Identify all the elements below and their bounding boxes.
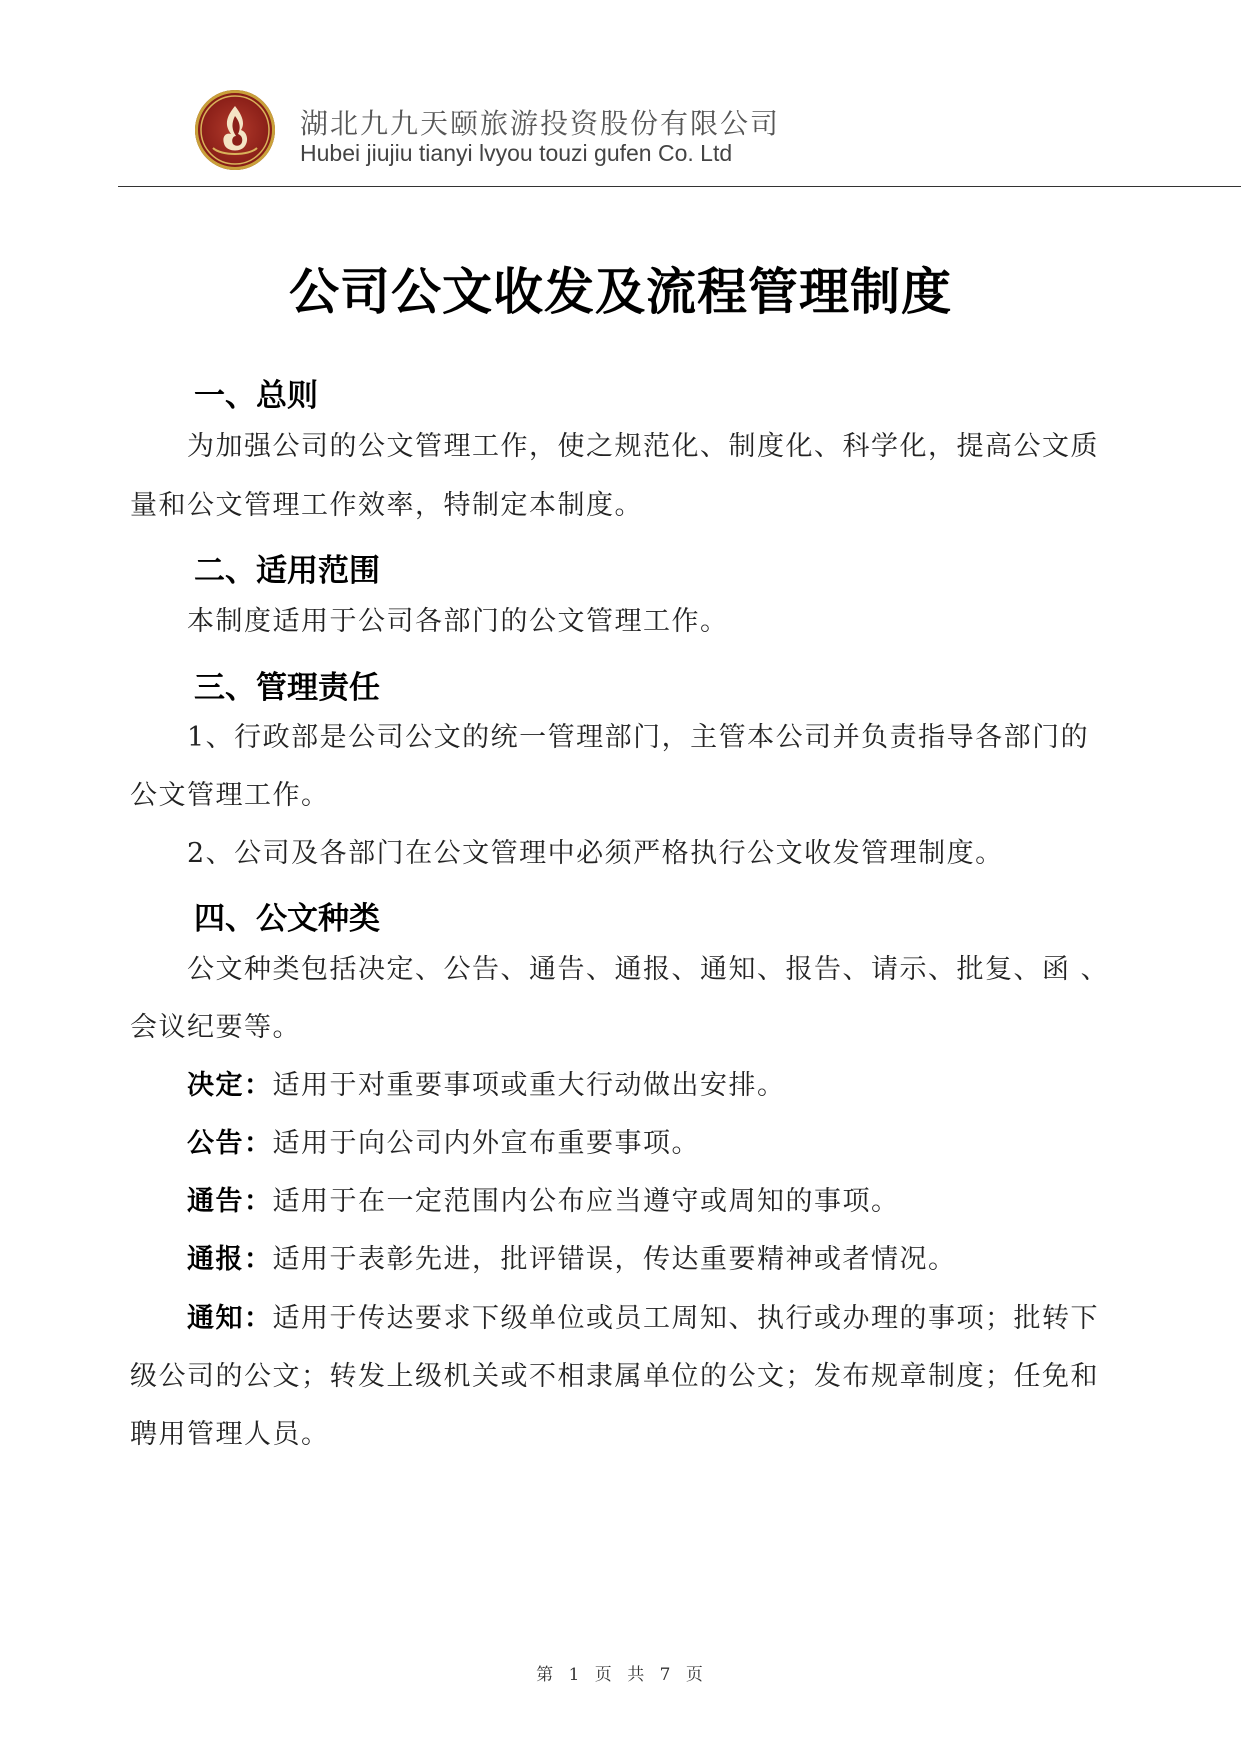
list-item-line: 公文管理工作。 [130, 780, 330, 811]
header-divider [118, 186, 1241, 187]
paragraph-line: 本制度适用于公司各部门的公文管理工作。 [187, 606, 729, 637]
company-name-chinese: 湖北九九天颐旅游投资股份有限公司 [300, 107, 781, 140]
definition-text: 适用于向公司内外宣布重要事项。 [272, 1128, 700, 1159]
definition-notification [130, 1287, 1157, 1351]
definition-term: 通告： [187, 1186, 273, 1217]
definition-term: 通知： [187, 1303, 273, 1334]
list-item-line: 1、行政部是公司公文的统一管理部门，主管本公司并负责指导各部门的 [187, 722, 1090, 753]
flame-emblem-icon [195, 90, 275, 170]
definition-text: 适用于对重要事项或重大行动做出安排。 [272, 1070, 786, 1101]
company-name-english: Hubei jiujiu tianyi lvyou touzi gufen Co. Ltd [300, 140, 733, 166]
letterhead [0, 0, 1241, 190]
definition-term: 决定： [187, 1070, 273, 1101]
page-number: 第 1 页 共 7 页 [536, 1665, 705, 1685]
paragraph-line: 公文种类包括决定、公告、通告、通报、通知、报告、请示、批复、函 、 [187, 954, 1110, 985]
definition-decision [130, 1054, 1157, 1118]
definition-text: 适用于传达要求下级单位或员工周知、执行或办理的事项；批转下 [272, 1303, 1099, 1334]
definition-text: 适用于表彰先进，批评错误，传达重要精神或者情况。 [272, 1244, 957, 1275]
paragraph-line: 为加强公司的公文管理工作，使之规范化、制度化、科学化，提高公文质 [187, 431, 1099, 462]
section-heading-responsibility: 三、管理责任 [194, 670, 380, 706]
list-item-line: 2、公司及各部门在公文管理中必须严格执行公文收发管理制度。 [187, 838, 1004, 869]
document-title: 公司公文收发及流程管理制度 [289, 263, 952, 321]
definition-bulletin [130, 1228, 1157, 1292]
definition-announcement [130, 1112, 1157, 1176]
definition-notification-line: 级公司的公文；转发上级机关或不相隶属单位的公文；发布规章制度；任免和 [130, 1361, 1099, 1392]
section-heading-general: 一、总则 [194, 378, 318, 414]
paragraph-line: 量和公文管理工作效率，特制定本制度。 [130, 490, 643, 521]
company-seal-logo-icon [195, 90, 275, 170]
definition-term: 公告： [187, 1128, 273, 1159]
definition-term: 通报： [187, 1244, 273, 1275]
definition-notification-line: 聘用管理人员。 [130, 1419, 330, 1450]
definition-text: 适用于在一定范围内公布应当遵守或周知的事项。 [272, 1186, 900, 1217]
definition-notice [130, 1170, 1157, 1234]
section-heading-document-types: 四、公文种类 [194, 901, 380, 937]
paragraph-line: 会议纪要等。 [130, 1012, 301, 1043]
section-heading-scope: 二、适用范围 [194, 553, 380, 589]
